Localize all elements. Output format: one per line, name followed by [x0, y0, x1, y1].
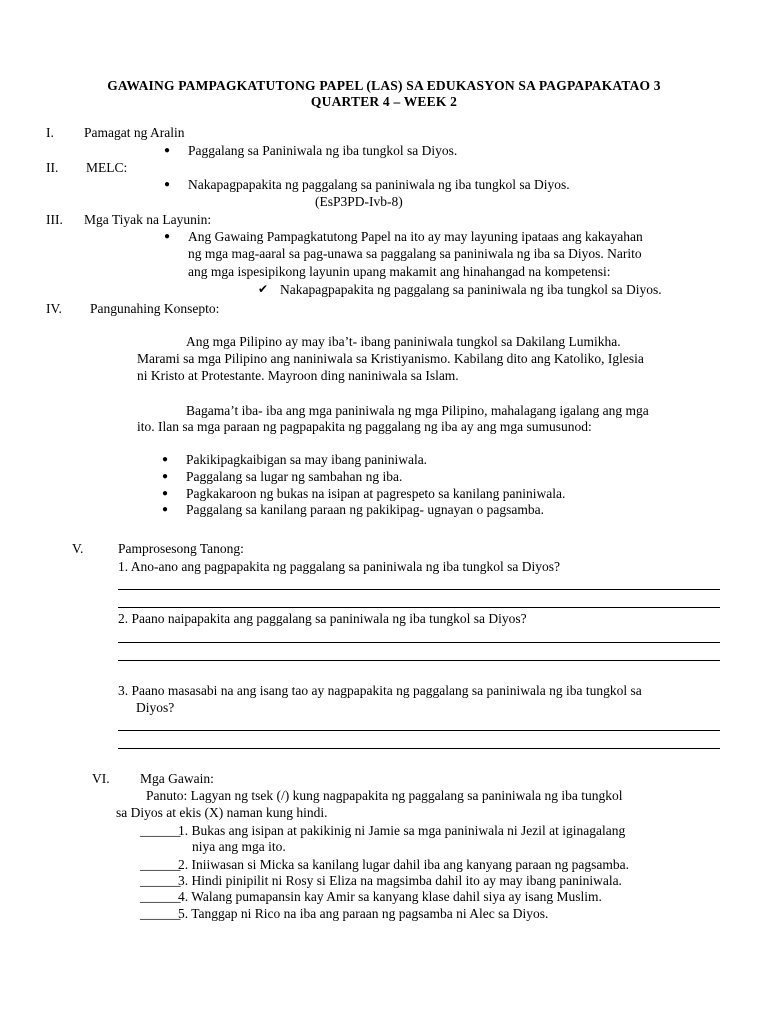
- activity-item-cont: niya ang mga ito.: [192, 839, 286, 854]
- answer-line[interactable]: [118, 607, 720, 608]
- paragraph-line: ito. Ilan sa mga paraan ng pagpapakita ng paggalang ng iba ay ang mga sumusunod:: [137, 419, 592, 434]
- answer-blank[interactable]: ______: [140, 857, 181, 872]
- section-number: IV.: [46, 301, 62, 316]
- question-3-cont: Diyos?: [136, 700, 175, 715]
- answer-line[interactable]: [118, 748, 720, 749]
- page-subtitle: QUARTER 4 – WEEK 2: [310, 94, 458, 109]
- paragraph-line: Marami sa mga Pilipino ang naniniwala sa Kristiyanismo. Kabilang dito ang Katoliko, Iglesia: [137, 351, 644, 366]
- answer-blank[interactable]: ______: [140, 823, 181, 838]
- list-item-cont: ng mga mag-aaral sa pag-unawa sa paggalang sa paniniwala ng iba sa Diyos. Narito: [188, 246, 642, 261]
- answer-line[interactable]: [118, 660, 720, 661]
- section-number: V.: [72, 541, 84, 556]
- list-item: ● Pakikipagkaibigan sa may ibang paniniwala.: [186, 451, 427, 468]
- list-item-cont: ang mga ispesipikong layunin upang makamit ang hinahangad na kompetensi:: [188, 264, 611, 279]
- list-item: ● Paggalang sa Paniniwala ng iba tungkol sa Diyos.: [188, 142, 457, 159]
- activity-item: 5. Tanggap ni Rico na iba ang paraan ng pagsamba ni Alec sa Diyos.: [178, 906, 549, 921]
- answer-line[interactable]: [118, 589, 720, 590]
- section-number: I.: [46, 125, 54, 140]
- section-heading: Pangunahing Konsepto:: [90, 301, 220, 316]
- page-title: GAWAING PAMPAGKATUTONG PAPEL (LAS) SA EDUKASYON SA PAGPAPAKATAO 3: [107, 78, 661, 93]
- list-item: ● Ang Gawaing Pampagkatutong Papel na ito ay may layuning ipataas ang kakayahan: [188, 228, 643, 245]
- list-item: ● Pagkakaroon ng bukas na isipan at pagrespeto sa kanilang paniniwala.: [186, 485, 565, 502]
- answer-blank[interactable]: ______: [140, 873, 181, 888]
- section-number: II.: [46, 160, 59, 175]
- section-number: VI.: [92, 771, 110, 786]
- answer-blank[interactable]: ______: [140, 906, 181, 921]
- list-item: ● Paggalang sa kanilang paraan ng pakikipag- ugnayan o pagsamba.: [186, 501, 544, 518]
- activity-item: 2. Iniiwasan si Micka sa kanilang lugar dahil iba ang kanyang paraan ng pagsamba.: [178, 857, 629, 872]
- section-heading: Pamprosesong Tanong:: [118, 541, 244, 556]
- paragraph-line: Bagama’t iba- iba ang mga paniniwala ng mga Pilipino, mahalagang igalang ang mga: [186, 403, 649, 418]
- activity-item: 1. Bukas ang isipan at pakikinig ni Jamie sa mga paniniwala ni Jezil at iginagalang: [178, 823, 626, 838]
- question-2: 2. Paano naipapakita ang paggalang sa paniniwala ng iba tungkol sa Diyos?: [118, 611, 527, 626]
- activity-item: 3. Hindi pinipilit ni Rosy si Eliza na magsimba dahil ito ay may ibang paniniwala.: [178, 873, 622, 888]
- section-heading: Mga Tiyak na Layunin:: [84, 212, 212, 227]
- question-1: 1. Ano-ano ang pagpapakita ng paggalang sa paniniwala ng iba tungkol sa Diyos?: [118, 559, 561, 574]
- list-item: ● Nakapagpapakita ng paggalang sa paniniwala ng iba tungkol sa Diyos.: [188, 176, 570, 193]
- section-number: III.: [46, 212, 63, 227]
- answer-blank[interactable]: ______: [140, 889, 181, 904]
- answer-line[interactable]: [118, 642, 720, 643]
- activity-item: 4. Walang pumapansin kay Amir sa kanyang klase dahil siya ay isang Muslim.: [178, 889, 602, 904]
- paragraph-line: Ang mga Pilipino ay may iba’t- ibang paniniwala tungkol sa Dakilang Lumikha.: [186, 334, 621, 349]
- question-3: 3. Paano masasabi na ang isang tao ay nagpapakita ng paggalang sa paniniwala ng iba tungkol sa: [118, 683, 642, 698]
- directions-cont: sa Diyos at ekis (X) naman kung hindi.: [116, 805, 328, 820]
- section-heading: Pamagat ng Aralin: [84, 125, 185, 140]
- answer-line[interactable]: [118, 730, 720, 731]
- list-item: ● Paggalang sa lugar ng sambahan ng iba.: [186, 468, 402, 485]
- check-item: ✔ Nakapagpapakita ng paggalang sa paniniwala ng iba tungkol sa Diyos.: [280, 281, 662, 298]
- paragraph-line: ni Kristo at Protestante. Mayroon ding naniniwala sa Islam.: [137, 368, 459, 383]
- section-heading: MELC:: [86, 160, 128, 175]
- melc-code: (EsP3PD-Ivb-8): [315, 194, 403, 209]
- directions: Panuto: Lagyan ng tsek (/) kung nagpapakita ng paggalang sa paniniwala ng iba tungkol: [146, 788, 623, 803]
- section-heading: Mga Gawain:: [140, 771, 214, 786]
